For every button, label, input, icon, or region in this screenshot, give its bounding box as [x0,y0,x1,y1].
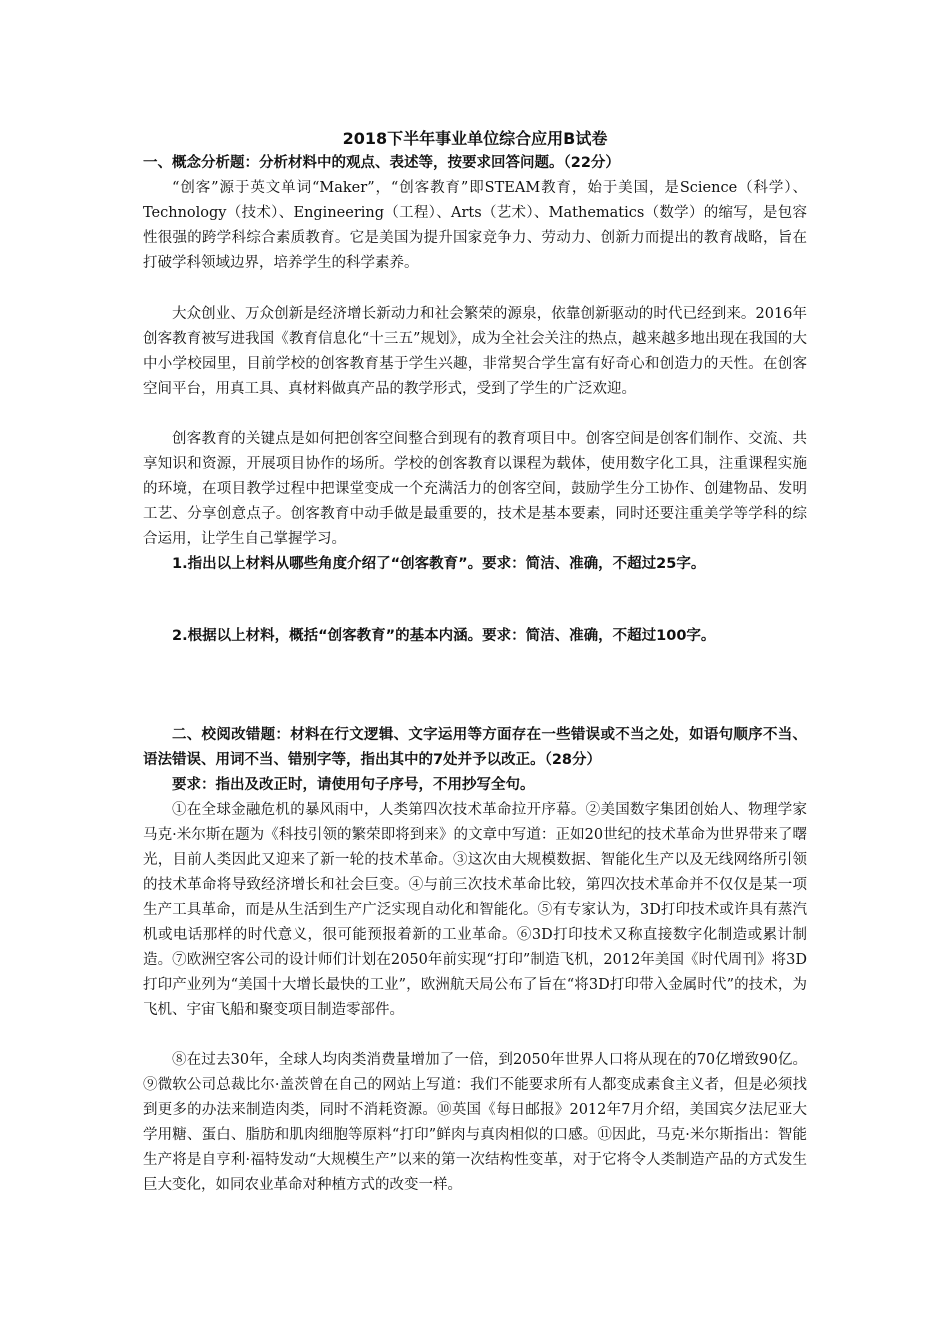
document-title: 2018下半年事业单位综合应用B试卷 [342,129,608,148]
section1-heading: 一、概念分析题：分析材料中的观点、表述等，按要求回答问题。（22分） [143,155,620,171]
section2-paragraph-2: ⑧在过去30年，全球人均肉类消费量增加了一倍，到2050年世界人口将从现在的70亿增致90亿。⑨微软公司总裁比尔·盖茨曾在自己的网站上写道：我们不能要求所有人都变成素食主义者，但是必须找到更多的办法来制造肉类，同时不消耗资源。⑩英国《每日邮报》2012年7月介绍，美国宾夕法尼亚大学用糖、蛋白、脂肪和肌肉细胞等原料“打印”鲜肉与真肉相似的口感。⑪因此，马克·米尔斯指出：智能生产将是自亨利·福特发动“大规模生产”以来的第一次结构性变革，对于它将令人类制造产品的方式发生巨大变化，如同农业革命对种植方式的改变一样。 [143,1052,807,1193]
section2-heading: 二、校阅改错题：材料在行文逻辑、文字运用等方面存在一些错误或不当之处，如语句顺序不当、语法错误、用词不当、错别字等，指出其中的7处并予以改正。（28分） [143,727,807,768]
question-2: 2.根据以上材料，概括“创客教育”的基本内涵。要求：简洁、准确，不超过100字。 [172,628,716,644]
section1-paragraph-2: 大众创业、万众创新是经济增长新动力和社会繁荣的源泉，依靠创新驱动的时代已经到来。2016年创客教育被写进我国《教育信息化“十三五”规划》，成为全社会关注的热点，越来越多地出现在我国的大中小学校园里，目前学校的创客教育基于学生兴趣，非常契合学生富有好奇心和创造力的天性。在创客空间平台，用真工具、真材料做真产品的教学形式，受到了学生的广泛欢迎。 [143,306,807,397]
section2-paragraph-1: ①在全球金融危机的暴风雨中，人类第四次技术革命拉开序幕。②美国数字集团创始人、物理学家马克·米尔斯在题为《科技引领的繁荣即将到来》的文章中写道：正如20世纪的技术革命为世界带来了曙光，目前人类因此又迎来了新一轮的技术革命。③这次由大规模数据、智能化生产以及无线网络所引领的技术革命将导致经济增长和社会巨变。④与前三次技术革命比较，第四次技术革命并不仅仅是某一项生产工具革命，而是从生活到生产广泛实现自动化和智能化。⑤有专家认为，3D打印技术或许具有蒸汽机或电话那样的时代意义，很可能预报着新的工业革命。⑥3D打印技术又称直接数字化制造或累计制造。⑦欧洲空客公司的设计师们计划在2050年前实现“打印”制造飞机，2012年美国《时代周刊》将3D打印产业列为“美国十大增长最快的工业”，欧洲航天局公布了旨在“将3D打印带入金属时代”的技术，为飞机、宇宙飞船和聚变项目制造零部件。 [143,802,807,1018]
section2-requirement: 要求：指出及改正时，请使用句子序号，不用抄写全句。 [172,777,535,793]
question-1: 1.指出以上材料从哪些角度介绍了“创客教育”。要求：简洁、准确，不超过25字。 [172,556,706,572]
section1-paragraph-3: 创客教育的关键点是如何把创客空间整合到现有的教育项目中。创客空间是创客们制作、交流、共享知识和资源，开展项目协作的场所。学校的创客教育以课程为载体，使用数字化工具，注重课程实施的环境，在项目教学过程中把课堂变成一个充满活力的创客空间，鼓励学生分工协作、创建物品、发明工艺、分享创意点子。创客教育中动手做是最重要的，技术是基本要素，同时还要注重美学等学科的综合运用，让学生自己掌握学习。 [143,431,807,547]
section1-paragraph-1: “创客”源于英文单词“Maker”，“创客教育”即STEAM教育，始于美国，是Science（科学）、Technology（技术）、Engineering（工程）、Arts（艺术）、Mathematics（数学）的缩写，是包容性很强的跨学科综合素质教育。它是美国为提升国家竞争力、劳动力、创新力而提出的教育战略，旨在打破学科领域边界，培养学生的科学素养。 [143,180,807,271]
